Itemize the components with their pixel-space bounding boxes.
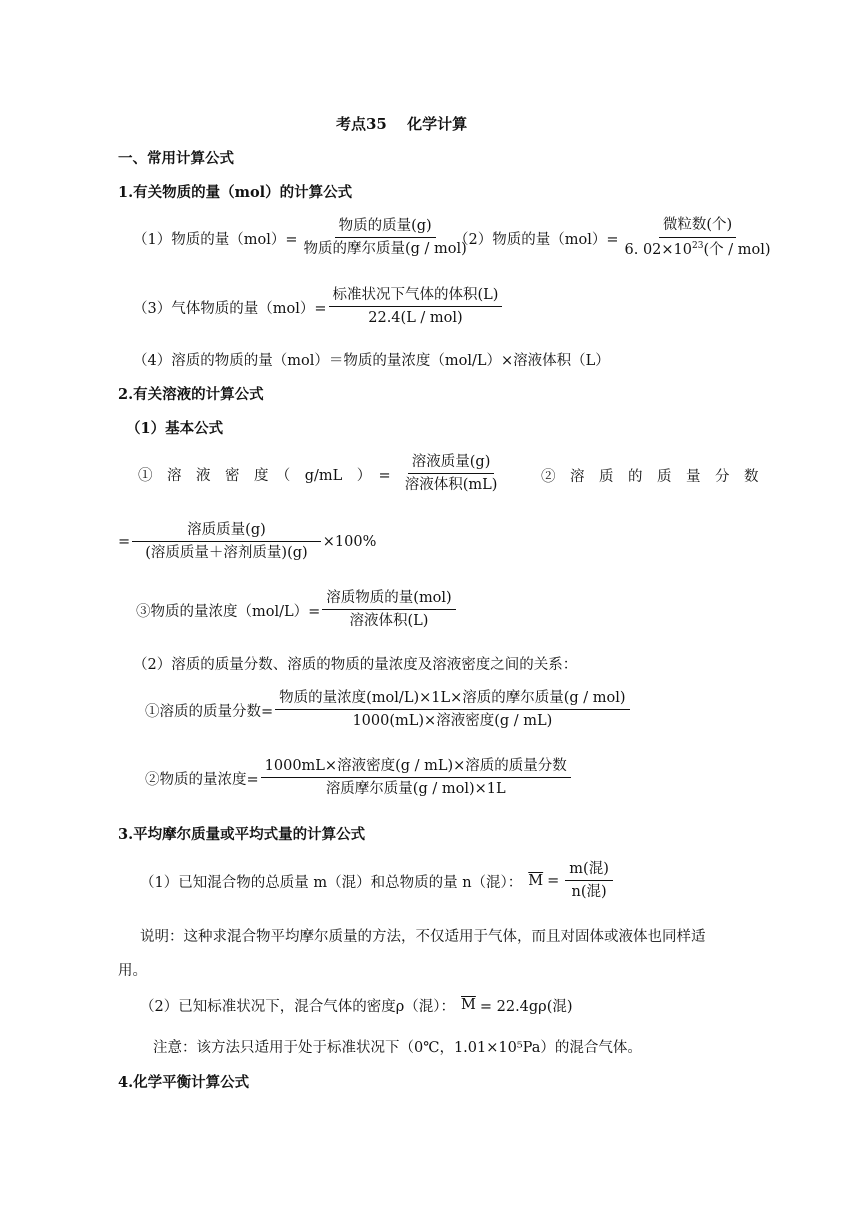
heading-mol-formulas: 1.有关物质的量（mol）的计算公式	[118, 184, 353, 201]
formula-10-mbar: $\overline{M}$	[528, 873, 544, 889]
formula-8-denominator: 1000(mL)×溶液密度(g / mL)	[352, 713, 553, 729]
formula-6	[118, 519, 376, 565]
formula-5-rhs-label: ② 溶 质 的 质 量 分 数	[541, 469, 759, 485]
formula-7-denominator: 溶液体积(L)	[349, 613, 429, 629]
formula-8-lhs: ①溶质的质量分数=	[145, 703, 274, 720]
formula-11-mbar: $\overline{M}$	[461, 997, 476, 1013]
formula-11-rhs: = 22.4gρ(混)	[479, 998, 573, 1015]
formula-9	[145, 755, 573, 801]
formula-9-numerator: 1000mL×溶液密度(g / mL)×溶质的质量分数	[261, 758, 571, 778]
formula-3-numerator: 标准状况下气体的体积(L)	[329, 287, 503, 307]
note-2: 注意：该方法只适用于处于标准状况下（0℃，1.01×10⁵Pa）的混合气体。	[153, 1040, 642, 1056]
formula-5-lhs: ① 溶 液 密 度 （ g/mL ） =	[138, 467, 391, 484]
formula-1-denominator: 物质的摩尔质量(g / mol)	[303, 241, 467, 257]
formula-2-denominator: 6. $02\times 10^{23}$(个 / mol)	[624, 240, 771, 258]
formula-2	[454, 215, 777, 261]
heading-average-molar-mass: 3.平均摩尔质量或平均式量的计算公式	[118, 826, 366, 843]
formula-10-lhs: （1）已知混合物的总质量 m（混）和总物质的量 n（混）：	[140, 874, 523, 891]
note-1-line-2: 用。	[118, 963, 147, 979]
formula-3-lhs: （3）气体物质的量（mol）=	[133, 300, 327, 317]
formula-1	[133, 215, 473, 261]
formula-10-numerator: m(混)	[565, 861, 613, 881]
formula-4: （4）溶质的物质的量（mol）＝物质的量浓度（mol/L）×溶液体积（L）	[133, 353, 610, 369]
formula-6-rhs: ×100%	[322, 534, 377, 550]
page-title: 考点35 化学计算	[336, 115, 468, 133]
formula-11-lhs: （2）已知标准状况下，混合气体的密度ρ（混）：	[140, 998, 455, 1015]
formula-10-denominator: n(混)	[571, 884, 607, 900]
formula-5-numerator: 溶液质量(g)	[408, 454, 495, 474]
formula-5	[138, 451, 503, 497]
formula-3	[133, 284, 504, 330]
formula-7-numerator: 溶质物质的量(mol)	[322, 590, 455, 610]
formula-10-equals: =	[547, 873, 560, 889]
heading-solution-formulas: 2.有关溶液的计算公式	[118, 386, 264, 403]
formula-1-lhs: （1）物质的量（mol）=	[133, 231, 298, 248]
formula-3-denominator: 22.4(L / mol)	[368, 310, 463, 326]
formula-1-numerator: 物质的质量(g)	[335, 218, 436, 238]
heading-equilibrium: 4.化学平衡计算公式	[118, 1074, 250, 1091]
formula-9-denominator: 溶质摩尔质量(g / mol)×1L	[325, 781, 506, 797]
formula-8-numerator: 物质的量浓度(mol/L)×1L×溶质的摩尔质量(g / mol)	[275, 690, 629, 710]
formula-8	[145, 687, 632, 733]
formula-10	[140, 858, 615, 904]
formula-6-denominator: (溶质质量＋溶剂质量)(g)	[145, 545, 308, 561]
subheading-relations: （2）溶质的质量分数、溶质的物质的量浓度及溶液密度之间的关系：	[133, 657, 578, 673]
formula-11	[140, 993, 573, 1017]
formula-5-denominator: 溶液体积(mL)	[404, 477, 498, 493]
formula-2-numerator: 微粒数(个)	[659, 217, 736, 237]
formula-2-lhs: （2）物质的量（mol）=	[454, 231, 619, 248]
subheading-basic-formulas: （1）基本公式	[126, 420, 224, 437]
formula-9-lhs: ②物质的量浓度=	[145, 771, 259, 788]
note-1-line-1: 说明：这种求混合物平均摩尔质量的方法，不仅适用于气体，而且对固体或液体也同样适	[140, 929, 706, 945]
formula-7	[136, 587, 458, 633]
section-heading-1: 一、常用计算公式	[118, 150, 234, 167]
formula-7-lhs: ③物质的量浓度（mol/L）=	[136, 603, 321, 620]
formula-6-lhs: =	[118, 534, 131, 550]
formula-6-numerator: 溶质质量(g)	[132, 522, 321, 542]
